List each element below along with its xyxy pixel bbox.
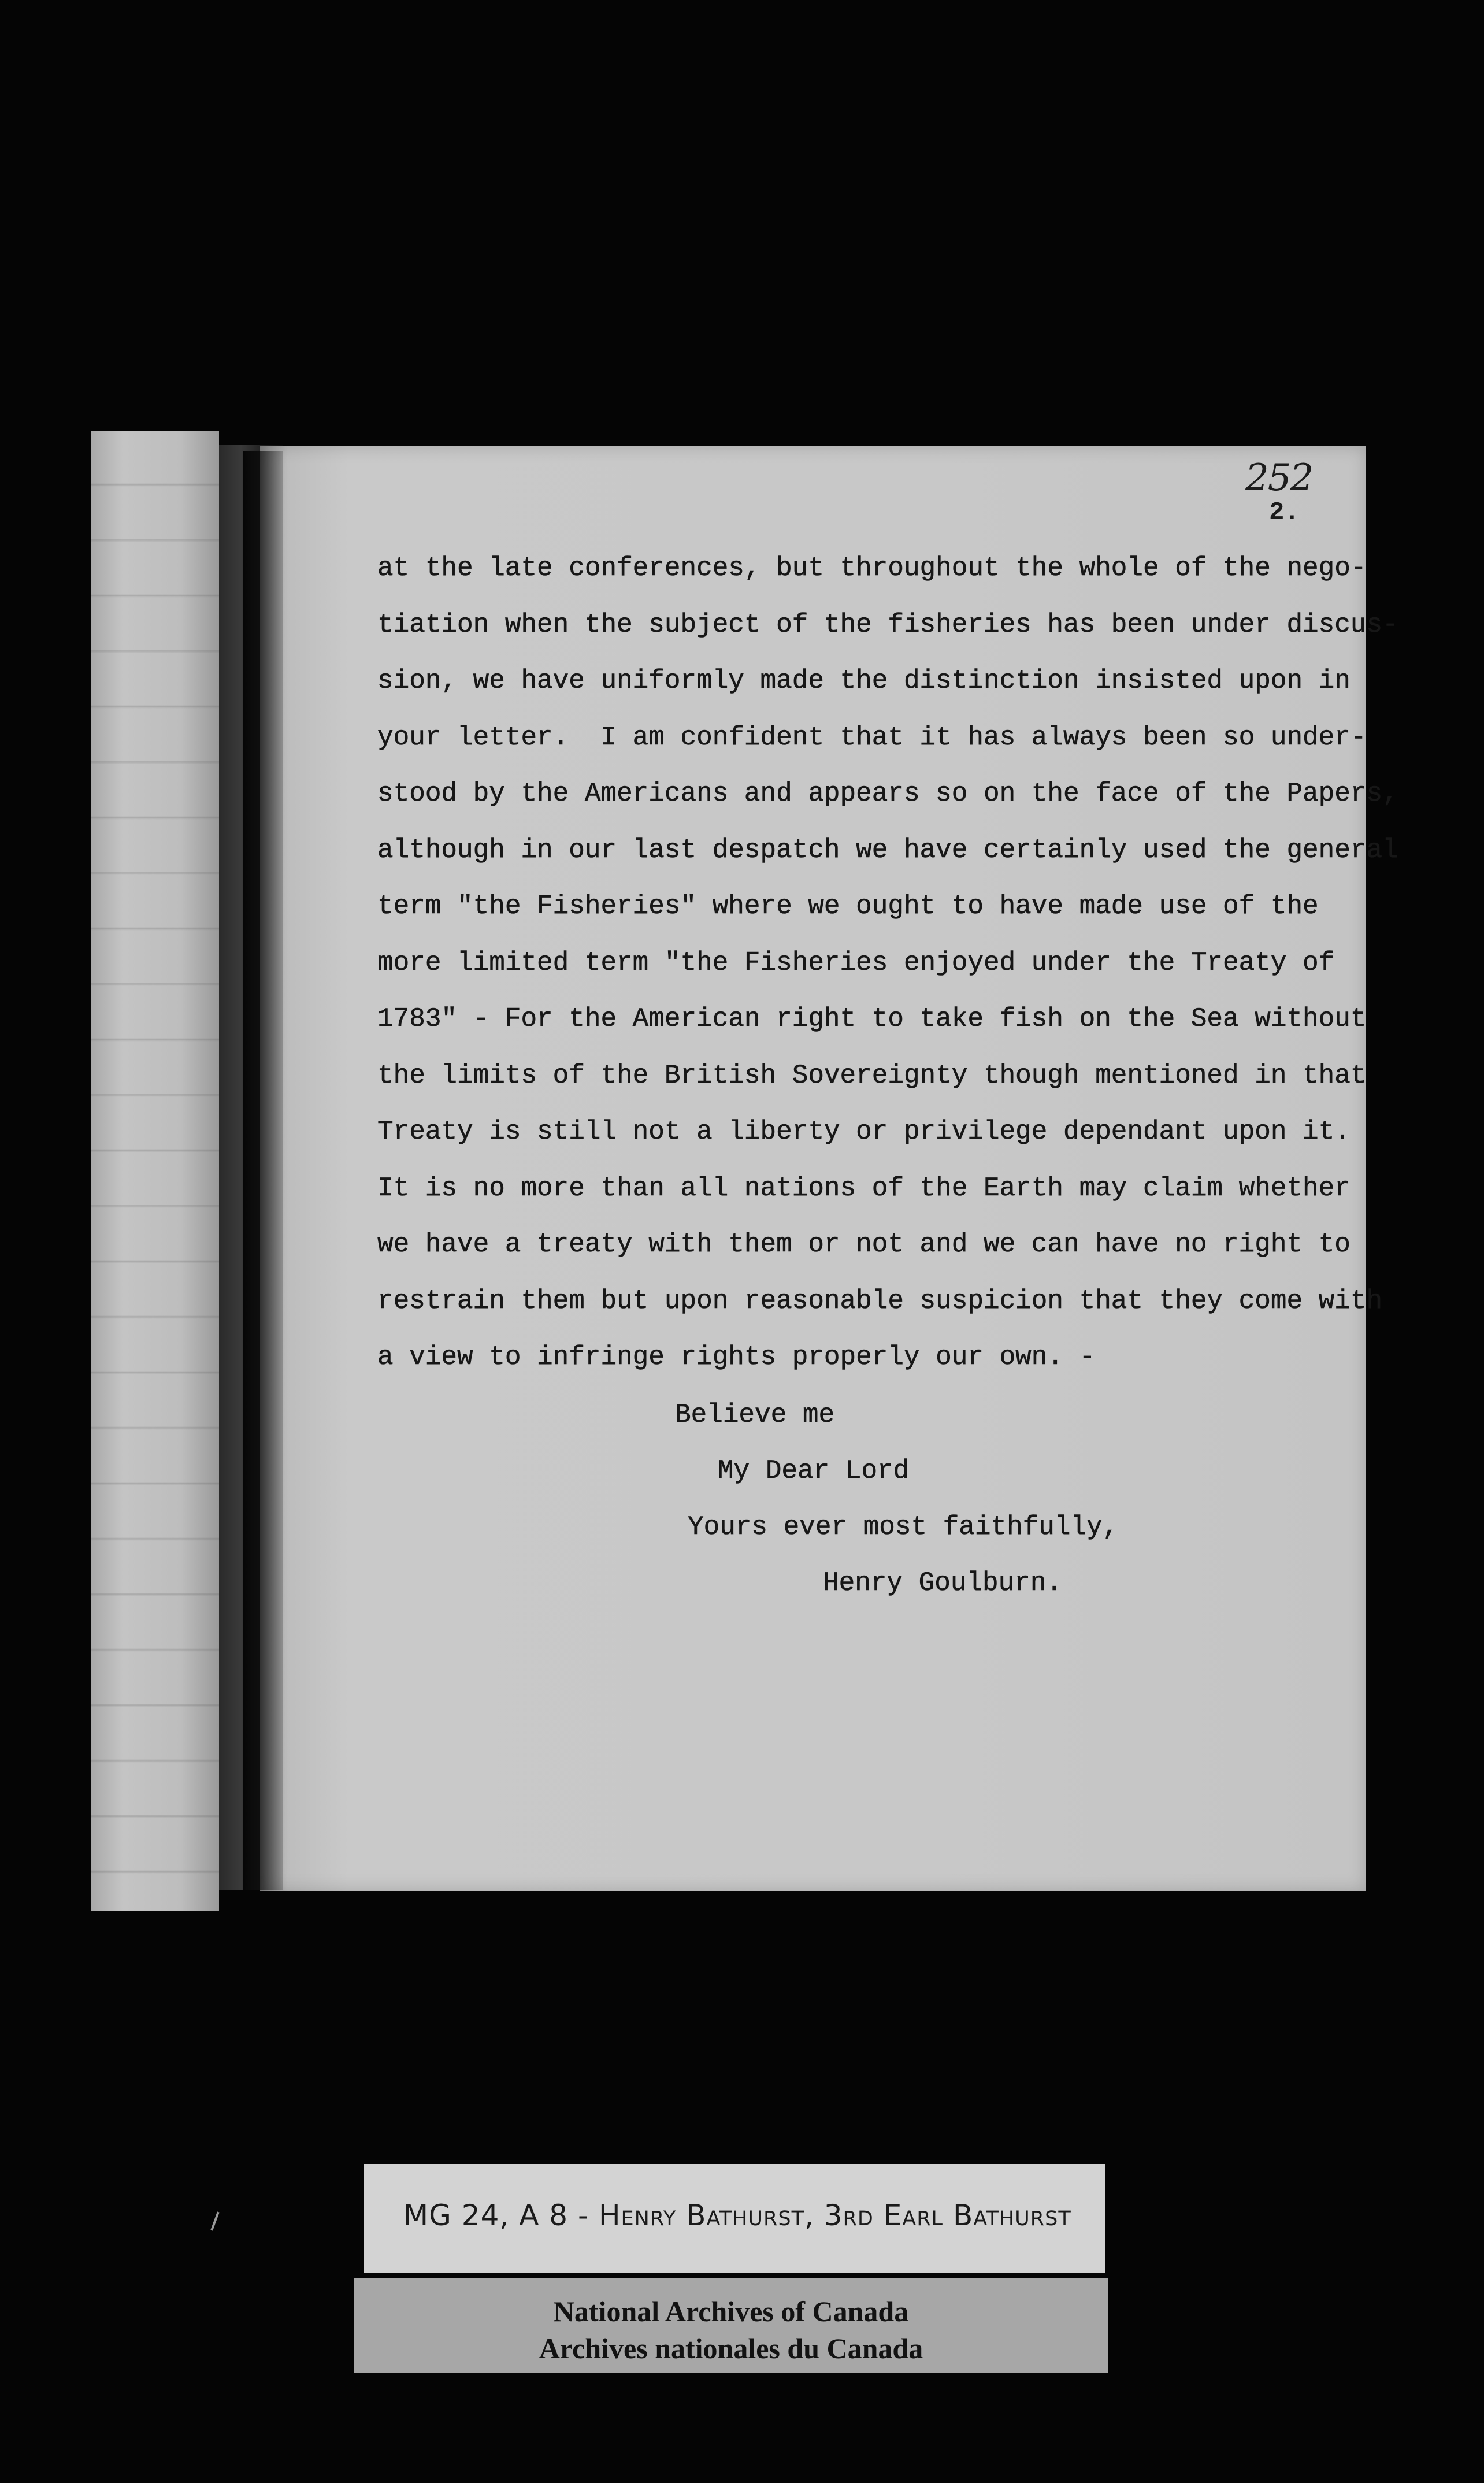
- closing-salutation: My Dear Lord: [718, 1456, 910, 1486]
- reference-prefix: MG 24, A 8 -: [403, 2199, 599, 2232]
- body-line: stood by the Americans and appears so on the face of the Papers,: [377, 779, 1398, 809]
- body-line: It is no more than all nations of the Earth may claim whether: [377, 1173, 1351, 1203]
- body-line: restrain them but upon reasonable suspicion that they come with: [377, 1285, 1383, 1316]
- body-line: sion, we have uniformly made the distinction insisted upon in: [377, 666, 1351, 696]
- signature: Henry Goulburn.: [823, 1568, 1063, 1598]
- body-line: although in our last despatch we have certainly used the general: [377, 835, 1398, 865]
- archives-name-french: Archives nationales du Canada: [539, 2332, 923, 2365]
- body-line: we have a treaty with them or not and we can have no right to: [377, 1229, 1351, 1259]
- facing-page-edge: [91, 431, 219, 1911]
- closing-valediction: Yours ever most faithfully,: [688, 1512, 1119, 1542]
- film-scratch: [210, 2211, 219, 2230]
- reference-label-text: [403, 2199, 1071, 2232]
- page-number: 2.: [1269, 498, 1300, 527]
- archives-name-english: National Archives of Canada: [553, 2295, 909, 2328]
- body-line: more limited term "the Fisheries enjoyed under the Treaty of: [377, 947, 1335, 978]
- body-line: your letter. I am confident that it has always been so under-: [377, 722, 1367, 753]
- body-line: the limits of the British Sovereignty though mentioned in that: [377, 1060, 1367, 1091]
- body-line: tiation when the subject of the fisheries has been under discus-: [377, 609, 1398, 640]
- body-line: term "the Fisheries" where we ought to have made use of the: [377, 891, 1319, 921]
- body-line: 1783" - For the American right to take fish on the Sea without: [377, 1004, 1367, 1034]
- body-line: Treaty is still not a liberty or privilege dependant upon it.: [377, 1117, 1351, 1147]
- reference-title: Henry Bathurst, 3rd Earl Bathurst: [598, 2199, 1071, 2232]
- body-line: at the late conferences, but throughout the whole of the nego-: [377, 553, 1367, 583]
- letter-body: [377, 548, 1398, 1394]
- folio-number: 252: [1245, 457, 1313, 499]
- gutter-shadow: [243, 451, 283, 1890]
- closing-believe: Believe me: [675, 1400, 835, 1430]
- body-line: a view to infringe rights properly our own. -: [377, 1342, 1096, 1372]
